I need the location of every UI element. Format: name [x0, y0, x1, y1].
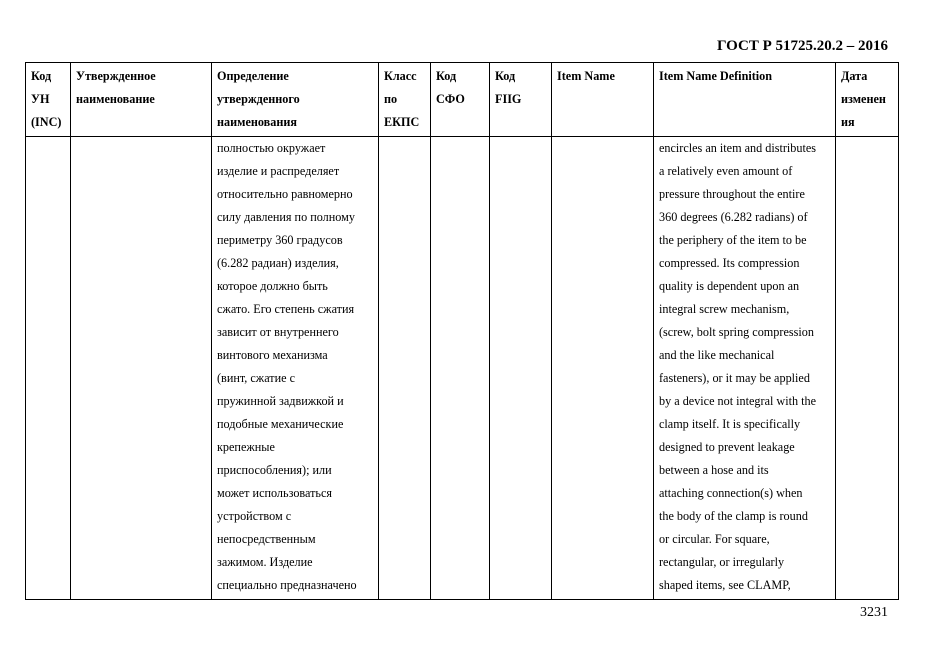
header-name-definition-ru: Определение утвержденного наименования — [212, 63, 379, 137]
cell-item-name — [552, 137, 654, 600]
cell-definition-en: encircles an item and distributes a relatively even amount of pressure throughout the entire 360 degrees (6.282 radians) of the periphery of the item to be compressed. Its compression quality is dependent upon an integral screw mechanism, (screw, bolt spring compression and the like mechanical fasteners), or it may be applied by a device not integral with the clamp itself. It is specifically designed to prevent leakage between a hose and its attaching connection(s) when the body of the clamp is round or circular. For square, rectangular, or irregularly shaped items, see CLAMP, — [654, 137, 836, 600]
cell-fiig-code — [490, 137, 552, 600]
header-fiig-code: Код FIIG — [490, 63, 552, 137]
nomenclature-table — [25, 62, 899, 600]
header-change-date: Дата изменен ия — [836, 63, 899, 137]
table-row — [26, 137, 899, 600]
header-sfo-code: Код СФО — [431, 63, 490, 137]
cell-definition-ru: полностью окружает изделие и распределяет относительно равномерно силу давления по полному периметру 360 градусов (6.282 радиан) изделия, которое должно быть сжато. Его степень сжатия зависит от внутреннего винтового механизма (винт, сжатие с пружинной задвижкой и подобные механические крепежные приспособления); или может использоваться устройством с непосредственным зажимом. Изделие специально предназначено — [212, 137, 379, 600]
header-approved-name: Утвержденное наименование — [71, 63, 212, 137]
page-number: 3231 — [860, 605, 888, 620]
header-ekps-class: Класс по ЕКПС — [379, 63, 431, 137]
header-inc-code: Код УН (INC) — [26, 63, 71, 137]
cell-inc-code — [26, 137, 71, 600]
cell-change-date — [836, 137, 899, 600]
document-header: ГОСТ Р 51725.20.2 – 2016 — [716, 38, 888, 54]
header-row — [26, 63, 899, 137]
cell-ekps-class — [379, 137, 431, 600]
cell-sfo-code — [431, 137, 490, 600]
header-item-name-definition: Item Name Definition — [654, 63, 836, 137]
cell-approved-name — [71, 137, 212, 600]
header-item-name: Item Name — [552, 63, 654, 137]
